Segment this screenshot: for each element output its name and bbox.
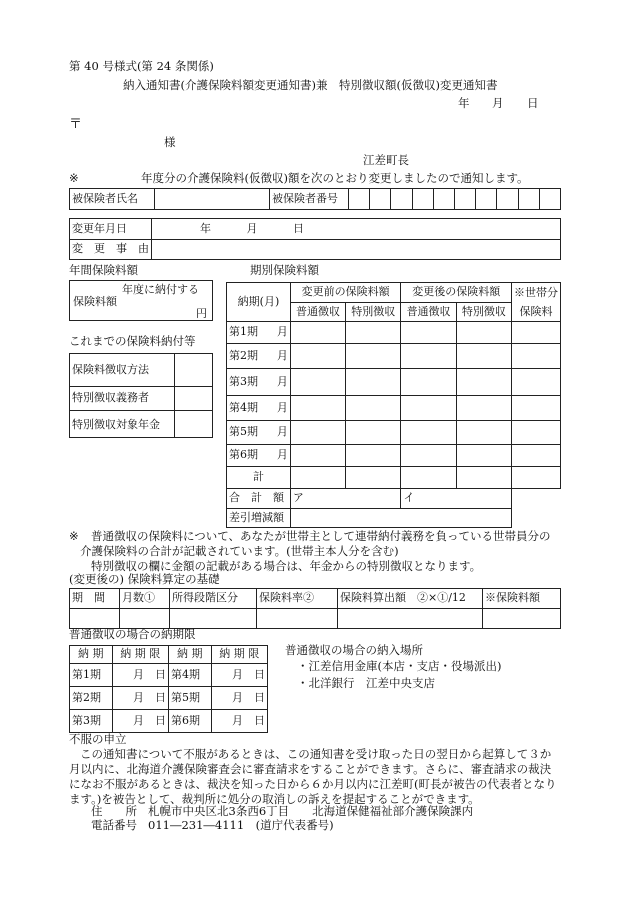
- insured-table: [69, 188, 561, 210]
- insured-number-cell[interactable]: [412, 189, 433, 210]
- appeal-line: 月以内に、北海道介護保険審査会に審査請求をすることができます。さらに、審査請求の裁決: [69, 762, 552, 776]
- period-row-2: [227, 344, 291, 369]
- document-title: 納入通知書(介護保険料額変更通知書)兼 特別徴収額(仮徴収)変更通知書: [123, 78, 498, 92]
- basis-cell[interactable]: [120, 609, 170, 629]
- previous-method-label: 保険料徴収方法: [70, 354, 175, 387]
- period-row-3: [227, 369, 291, 396]
- amount-cell[interactable]: [401, 322, 456, 344]
- annual-box: [69, 280, 213, 321]
- due-month: 月: [232, 667, 243, 681]
- appeal-line: ます。)を被告として、裁判所に処分の取消しの訴えを提起することができます。: [69, 792, 480, 806]
- period-label: 第2期: [229, 348, 258, 362]
- after-special-header: 特別徴収: [456, 303, 511, 322]
- addressee-suffix: 様: [164, 135, 176, 149]
- amount-cell[interactable]: [456, 445, 511, 467]
- due-h-period: 納 期: [70, 646, 113, 664]
- notice-mark: ※: [69, 171, 79, 185]
- basis-table: [69, 588, 561, 629]
- period-label: 第6期: [229, 448, 258, 462]
- amount-cell[interactable]: [456, 322, 511, 344]
- insured-number-label: 被保険者番号: [270, 189, 349, 210]
- period-header: 納期(月): [227, 283, 291, 322]
- before-normal-header: 普通徴収: [290, 303, 345, 322]
- change-reason-label: 変 更 事 由: [70, 240, 152, 260]
- basis-h-period: 期 間: [70, 589, 120, 609]
- basis-h-months: 月数①: [120, 589, 170, 609]
- household-header-2: 保険料: [512, 303, 561, 322]
- insured-number-cell[interactable]: [497, 189, 518, 210]
- annual-line2: 保険料額: [73, 295, 117, 308]
- previous-obligor-label: 特別徴収義務者: [70, 387, 175, 411]
- basis-cell[interactable]: [338, 609, 483, 629]
- note1-line2: 介護保険料の合計が記載されています。(世帯主本人分を含む): [80, 544, 399, 558]
- change-day: 日: [293, 221, 304, 235]
- total-b: イ: [401, 489, 512, 509]
- due-month: 月: [132, 690, 144, 704]
- period-row-6: [227, 445, 291, 467]
- form-number: 第 40 号様式(第 24 条関係): [69, 59, 214, 73]
- due-date: [211, 710, 267, 733]
- amount-cell[interactable]: [346, 369, 401, 396]
- due-period: 第5期: [168, 687, 211, 710]
- due-date: [112, 664, 168, 687]
- amount-cell[interactable]: [512, 396, 561, 421]
- period-month: 月: [276, 348, 288, 362]
- before-header: 変更前の保険料額: [290, 283, 401, 303]
- due-date: [211, 664, 267, 687]
- basis-h-income: 所得段階区分: [170, 589, 257, 609]
- amount-cell[interactable]: [346, 467, 401, 489]
- due-h-due: 納 期 限: [211, 646, 267, 664]
- previous-pension-field[interactable]: [175, 411, 213, 438]
- insured-name-field[interactable]: [155, 189, 270, 210]
- change-date-label: 変更年月日: [70, 219, 152, 240]
- period-month: 月: [276, 448, 288, 462]
- due-date: [112, 687, 168, 710]
- due-day: 日: [254, 667, 265, 681]
- amount-cell[interactable]: [512, 369, 561, 396]
- period-row-5: [227, 421, 291, 445]
- due-date: [112, 710, 168, 733]
- period-label: 第4期: [229, 400, 258, 414]
- change-table: [69, 218, 561, 260]
- amount-cell[interactable]: [401, 467, 456, 489]
- places-heading: 普通徴収の場合の納入場所: [285, 643, 423, 657]
- period-row-4: [227, 396, 291, 421]
- appeal-line: この通知書について不服があるときは、この通知書を受け取った日の翌日から起算して３か: [80, 747, 552, 761]
- amount-cell[interactable]: [456, 344, 511, 369]
- phone-label: 電話番号: [91, 818, 137, 832]
- annual-unit: 円: [196, 307, 207, 320]
- amount-cell[interactable]: [512, 322, 561, 344]
- previous-pension-label: 特別徴収対象年金: [70, 411, 175, 438]
- amount-cell[interactable]: [290, 369, 345, 396]
- due-h-due: 納 期 限: [112, 646, 168, 664]
- notice-text: 年度分の介護保険料(仮徴収)額を次のとおり変更しましたので通知します。: [141, 171, 529, 185]
- amount-cell[interactable]: [456, 369, 511, 396]
- amount-cell[interactable]: [512, 467, 561, 489]
- periodic-heading: 期別保険料額: [250, 263, 319, 277]
- period-row-1: [227, 322, 291, 344]
- note1-mark: ※: [69, 529, 79, 543]
- due-period: 第4期: [168, 664, 211, 687]
- periodic-table: [226, 282, 561, 528]
- due-month: 月: [232, 690, 243, 704]
- basis-cell[interactable]: [483, 609, 561, 629]
- basis-h-amount: 保険料算出額 ②×①/12: [338, 589, 483, 609]
- due-month: 月: [232, 713, 243, 727]
- appeal-line: になお不服があるときは、裁決を知った日から６か月以内に江差町(町長が被告の代表者となり: [69, 777, 557, 791]
- period-label: 第5期: [229, 425, 258, 439]
- appeal-heading: 不服の申立: [69, 732, 127, 746]
- insured-number-cell[interactable]: [539, 189, 560, 210]
- insured-number-cell[interactable]: [454, 189, 475, 210]
- total-a: ア: [290, 489, 401, 509]
- insured-number-cell[interactable]: [518, 189, 539, 210]
- insured-name-label: 被保険者氏名: [70, 189, 155, 210]
- previous-heading: これまでの保険料納付等: [69, 334, 196, 348]
- insured-number-cell[interactable]: [349, 189, 370, 210]
- amount-cell[interactable]: [346, 396, 401, 421]
- due-period: 第2期: [70, 687, 113, 710]
- annual-line1: 年度に納付する: [122, 283, 199, 296]
- address: 札幌市中央区北3条西6丁目 北海道保健福祉部介護保険課内: [148, 804, 474, 818]
- period-month: 月: [276, 400, 288, 414]
- amount-cell[interactable]: [456, 396, 511, 421]
- amount-cell[interactable]: [401, 445, 456, 467]
- subtotal-label: 計: [227, 467, 291, 489]
- before-special-header: 特別徴収: [346, 303, 401, 322]
- total-label: 合 計 額: [227, 489, 291, 509]
- diff-label: 差引増減額: [227, 509, 291, 528]
- note2: 特別徴収の欄に金額の記載がある場合は、年金からの特別徴収となります。: [91, 559, 482, 573]
- change-month: 月: [246, 221, 258, 235]
- basis-h-premium: ※保険料額: [483, 589, 561, 609]
- household-header-1: ※世帯分: [512, 283, 561, 303]
- postal-mark: 〒: [69, 117, 83, 132]
- amount-cell[interactable]: [401, 396, 456, 421]
- change-year: 年: [200, 221, 211, 235]
- due-day: 日: [154, 690, 166, 704]
- date-month: 月: [492, 96, 504, 110]
- change-date-field[interactable]: [152, 219, 561, 240]
- amount-cell[interactable]: [290, 467, 345, 489]
- total-blank: [512, 489, 561, 509]
- amount-cell[interactable]: [401, 344, 456, 369]
- after-header: 変更後の保険料額: [401, 283, 512, 303]
- period-month: 月: [276, 425, 288, 439]
- amount-cell[interactable]: [456, 467, 511, 489]
- amount-cell[interactable]: [290, 445, 345, 467]
- insured-number-cell[interactable]: [433, 189, 454, 210]
- due-month: 月: [132, 667, 144, 681]
- due-day: 日: [254, 690, 265, 704]
- due-date: [211, 687, 267, 710]
- amount-cell[interactable]: [456, 421, 511, 445]
- basis-cell[interactable]: [170, 609, 257, 629]
- amount-cell[interactable]: [512, 445, 561, 467]
- due-h-period: 納 期: [168, 646, 211, 664]
- amount-cell[interactable]: [346, 322, 401, 344]
- due-month: 月: [132, 713, 144, 727]
- due-day: 日: [254, 713, 265, 727]
- amount-cell[interactable]: [346, 344, 401, 369]
- basis-heading: (変更後の) 保険料算定の基礎: [69, 572, 220, 586]
- date-year: 年: [458, 96, 470, 110]
- period-label: 第1期: [229, 325, 258, 339]
- due-day: 日: [154, 713, 166, 727]
- after-normal-header: 普通徴収: [401, 303, 456, 322]
- phone: 011―231―4111 (道庁代表番号): [148, 818, 334, 832]
- basis-h-rate: 保険料率②: [257, 589, 338, 609]
- amount-cell[interactable]: [401, 369, 456, 396]
- period-month: 月: [276, 374, 288, 388]
- amount-cell[interactable]: [401, 421, 456, 445]
- amount-cell[interactable]: [512, 344, 561, 369]
- date-day: 日: [527, 96, 539, 110]
- amount-cell[interactable]: [290, 421, 345, 445]
- place-item: ・北洋銀行 江差中央支店: [297, 676, 435, 690]
- due-period: 第1期: [70, 664, 113, 687]
- period-month: 月: [276, 325, 288, 339]
- due-period: 第3期: [70, 710, 113, 733]
- amount-cell[interactable]: [512, 421, 561, 445]
- issuer: 江差町長: [363, 153, 409, 167]
- annual-heading: 年間保険料額: [69, 263, 138, 277]
- diff-field[interactable]: [290, 509, 511, 528]
- amount-cell[interactable]: [346, 445, 401, 467]
- diff-blank: [512, 509, 561, 528]
- note1-line1: 普通徴収の保険料について、あなたが世帯主として連帯納付義務を負っている世帯員分の: [91, 529, 551, 543]
- insured-number-cell[interactable]: [476, 189, 497, 210]
- address-label: 住 所: [91, 804, 137, 818]
- amount-cell[interactable]: [346, 421, 401, 445]
- previous-table: [69, 353, 213, 438]
- insured-number-cell[interactable]: [370, 189, 391, 210]
- previous-method-field[interactable]: [175, 354, 213, 387]
- change-reason-field[interactable]: [152, 240, 561, 260]
- basis-cell[interactable]: [257, 609, 338, 629]
- insured-number-cell[interactable]: [391, 189, 412, 210]
- due-heading: 普通徴収の場合の納期限: [69, 627, 196, 641]
- amount-cell[interactable]: [290, 396, 345, 421]
- basis-cell[interactable]: [70, 609, 120, 629]
- previous-obligor-field[interactable]: [175, 387, 213, 411]
- amount-cell[interactable]: [290, 344, 345, 369]
- due-period: 第6期: [168, 710, 211, 733]
- due-day: 日: [154, 667, 166, 681]
- amount-cell[interactable]: [290, 322, 345, 344]
- period-label: 第3期: [229, 374, 258, 388]
- place-item: ・江差信用金庫(本店・支店・役場派出): [297, 659, 502, 673]
- due-table: [69, 645, 268, 733]
